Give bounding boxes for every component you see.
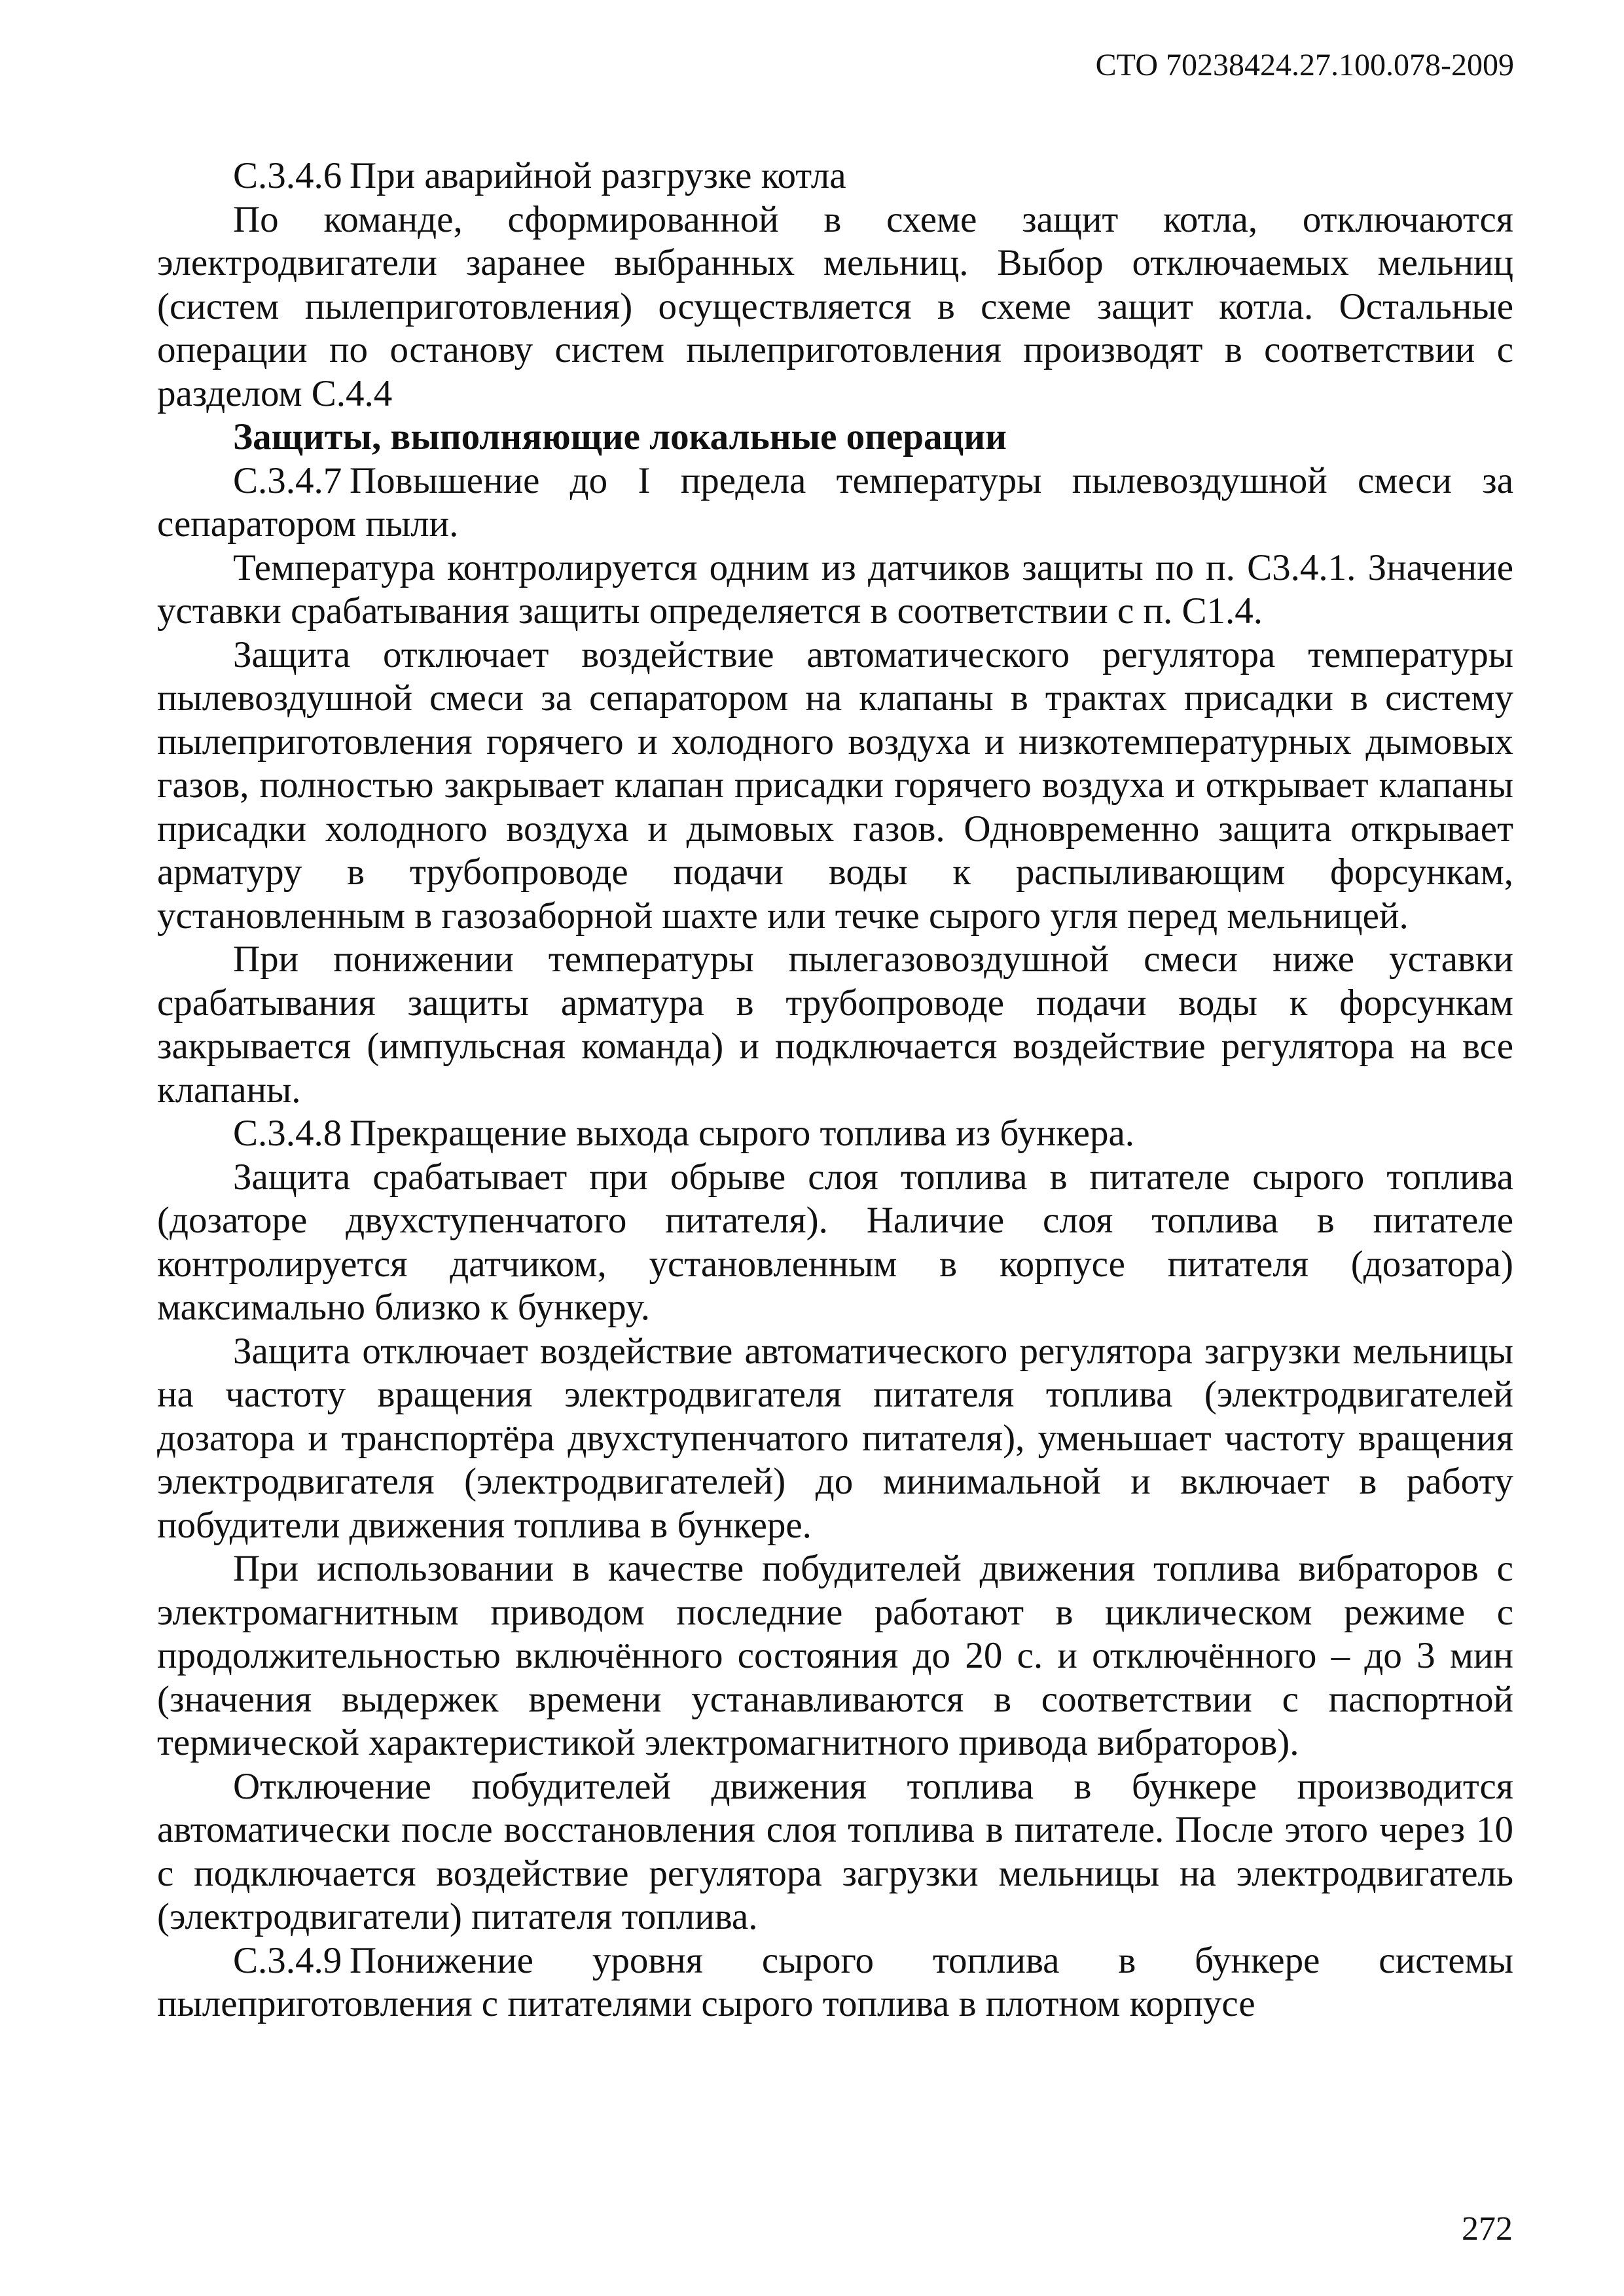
paragraph-text: Повышение до I предела температуры пылевоздушной смеси за сепаратором пыли. — [157, 459, 1513, 545]
clause-number: С.3.4.8 — [233, 1113, 342, 1154]
paragraph: Защита отключает воздействие автоматического регулятора температуры пылевоздушной смеси за сепаратором на клапаны в трактах присадки в систему пылеприготовления горячего и холодного воздуха и низкотемпературных дымовых газов, полностью закрывает клапан присадки горячего воздуха и открывает клапаны присадки холодного воздуха и дымовых газов. Одновременно защита открывает арматуру в трубопроводе подачи воды к распыливающим форсункам, установленным в газозаборной шахте или течке сырого угля перед мельницей. — [157, 634, 1513, 937]
paragraph-text: Прекращение выхода сырого топлива из бункера. — [350, 1113, 1135, 1154]
clause-number: С.3.4.7 — [233, 459, 342, 501]
paragraph-text: Понижение уровня сырого топлива в бункере системы пылеприготовления с питателями сырого топлива в плотном корпусе — [157, 1939, 1513, 2024]
document-code-header: СТО 70238424.27.100.078-2009 — [1095, 48, 1514, 82]
paragraph: Температура контролируется одним из датчиков защиты по п. С3.4.1. Значение уставки срабатывания защиты определяется в соответствии с п. С1.4. — [157, 547, 1513, 632]
section-heading: Защиты, выполняющие локальные операции — [233, 416, 1007, 457]
paragraph: При понижении температуры пылегазовоздушной смеси ниже уставки срабатывания защиты арматура в трубопроводе подачи воды к форсункам закрывается (импульсная команда) и подключается воздействие регулятора на все клапаны. — [157, 939, 1513, 1111]
paragraph: Защита срабатывает при обрыве слоя топлива в питателе сырого топлива (дозаторе двухступенчатого питателя). Наличие слоя топлива в питателе контролируется датчиком, установленным в корпусе питателя (дозатора) максимально близко к бункеру. — [157, 1156, 1513, 1328]
clause-number: С.3.4.9 — [233, 1939, 342, 1981]
paragraph-c3-4-7 — [157, 459, 1513, 547]
document-body — [157, 154, 1513, 2026]
page-number: 272 — [1462, 2210, 1513, 2248]
clause-number: С.3.4.6 — [233, 155, 342, 196]
paragraph: При использовании в качестве побудителей движения топлива вибраторов с электромагнитным приводом последние работают в циклическом режиме с продолжительностью включённого состояния до 20 с. и отключённого – до 3 мин (значения выдержек времени устанавливаются в соответствии с паспортной термической характеристикой электромагнитного привода вибраторов). — [157, 1548, 1513, 1763]
paragraph-text: При аварийной разгрузке котла — [350, 155, 846, 196]
paragraph: По команде, сформированной в схеме защит котла, отключаются электродвигатели заранее выбранных мельниц. Выбор отключаемых мельниц (систем пылеприготовления) осуществляется в схеме защит котла. Остальные операции по останову систем пылеприготовления производят в соответствии с разделом С.4.4 — [157, 198, 1513, 414]
paragraph-c3-4-9 — [157, 1939, 1513, 2026]
paragraph-c3-4-8 — [157, 1112, 1513, 1156]
paragraph: Защита отключает воздействие автоматического регулятора загрузки мельницы на частоту вращения электродвигателя питателя топлива (электродвигателей дозатора и транспортёра двухступенчатого питателя), уменьшает частоту вращения электродвигателя (электродвигателей) до минимальной и включает в работу побудители движения топлива в бункере. — [157, 1330, 1513, 1546]
paragraph: Отключение побудителей движения топлива в бункере производится автоматически после восстановления слоя топлива в питателе. После этого через 10 с подключается воздействие регулятора загрузки мельницы на электродвигатель (электродвигатели) питателя топлива. — [157, 1765, 1513, 1937]
paragraph-c3-4-6 — [157, 154, 1513, 198]
